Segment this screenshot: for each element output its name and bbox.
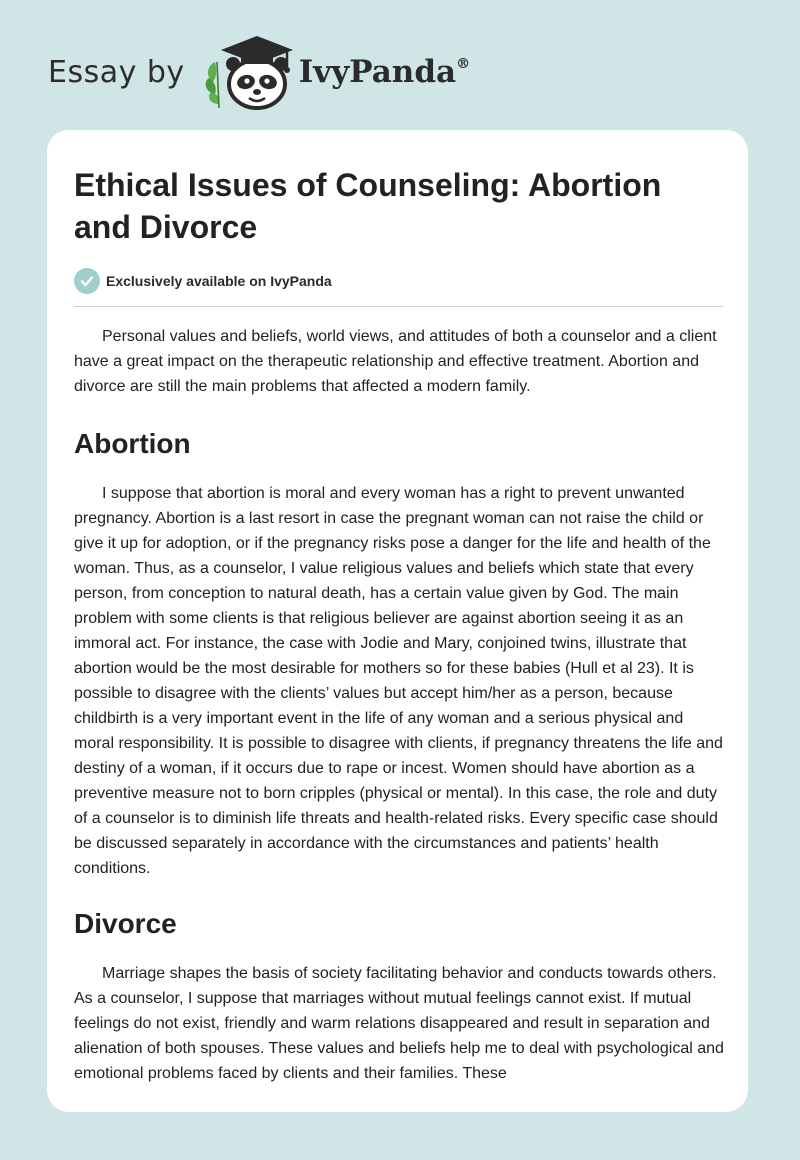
exclusive-badge-text: Exclusively available on IvyPanda [106, 273, 332, 289]
brand-name: IvyPanda® [298, 54, 471, 90]
divider [74, 306, 723, 307]
site-header [48, 32, 470, 112]
section-heading-abortion: Abortion [74, 428, 191, 459]
exclusive-badge [74, 268, 721, 294]
section-heading-divorce: Divorce [74, 908, 177, 939]
essay-title: Ethical Issues of Counseling: Abortion and Divorce [74, 167, 662, 245]
registered-mark: ® [456, 56, 471, 72]
intro-paragraph: Personal values and beliefs, world views, and attitudes of both a counselor and a client have a great impact on the therapeutic relationship and effective treatment. Abortion and divorce are still the main problems that affected a modern family. [74, 328, 717, 395]
section-body-divorce: Marriage shapes the basis of society facilitating behavior and conducts towards others. As a counselor, I suppose that marriages without mutual feelings cannot exist. If mutual feelings do not exist, friendly and warm relations disappeared and result in separation and alienation of both spouses. These values and beliefs help me to deal with psychological and emotional problems faced by clients and their families. These [74, 965, 724, 1082]
essay-by-label: Essay by [48, 54, 185, 90]
essay-card [47, 130, 748, 1112]
panda-graduation-cap-logo-icon [203, 32, 295, 112]
check-circle-icon [74, 268, 100, 294]
section-body-abortion: I suppose that abortion is moral and every woman has a right to prevent unwanted pregnancy. Abortion is a last resort in case the pregnant woman can not raise the child or give it up for adoption, or if the pregnancy risks pose a danger for the life and health of the woman. Thus, as a counselor, I value religious values and beliefs which state that every person, from conception to natural death, has a certain value given by God. The main problem with some clients is that religious believer are against abortion seeing it as an immoral act. For instance, the case with Jodie and Mary, conjoined twins, illustrate that abortion would be the most desirable for mothers so for these babies (Hull et al 23). It is possible to disagree with the clients’ values but accept him/her as a person, because childbirth is a very important event in the life of any woman and a serious physical and moral responsibility. It is possible to disagree with clients, if pregnancy threatens the life and destiny of a woman, if it occurs due to rape or incest. Women should have abortion as a preventive measure not to born cripples (physical or mental). In this case, the role and duty of a counselor is to diminish life threats and health-related risks. Every specific case should be discussed separately in accordance with the circumstances and patients’ health conditions. [74, 485, 723, 877]
